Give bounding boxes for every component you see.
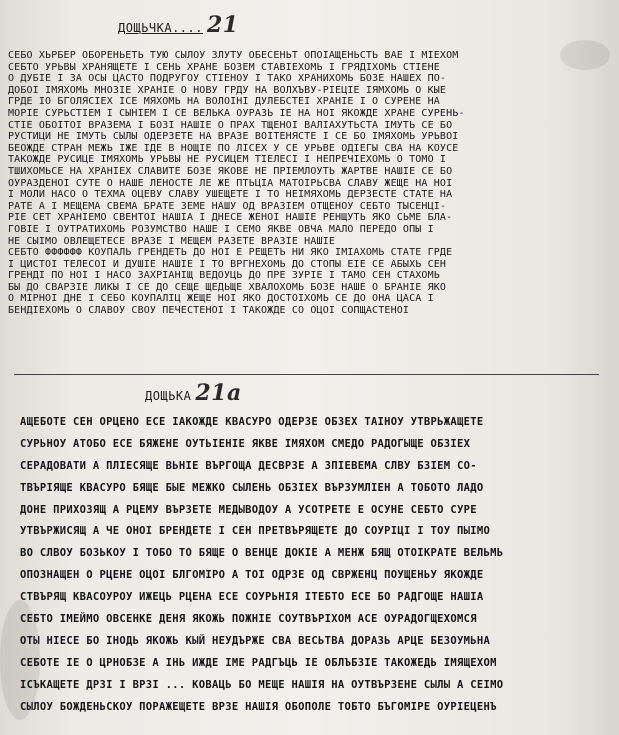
tablet-1-label: ДОЩЬЧКА.... (118, 21, 203, 35)
text-line: ТВЪРІЯЩЕ КВАСУРО БЯЩЕ БЫЕ МЕЖКО СЫЛЕНЬ ОБЗІЕХ ВЪРЗУМЛІЕН А ТОБОТО ЛАДО (20, 481, 484, 494)
text-line: СТВЪРЯЩ КВАСОУРОУ ИЖЕЦЬ РЦЕНА ЕСЕ СОУРЬНІЯ ІТЕБТО ЕСЕ БО РАДГОЩЕ НАШІА (20, 591, 484, 604)
divider-line (14, 374, 599, 375)
text-line: УТВЪРЖИСЯЩ А ЧЕ ОНОІ БРЕНДЕТЕ І СЕН ПРЕТВЪРЯЩЕТЕ ДО СОУРІЦІ І ТОУ ПЫІМО (20, 525, 491, 538)
text-line: НЕ СЫІМО ОВЛЕЩЕТЕСЕ ВРАЗЕ І МЕЩЕМ РАЗЕТЕ ВРАЗІЕ НАШІЕ (8, 235, 336, 247)
text-line: ГРДЕ ІО БГОЛЯСІЕХ ІСЕ МЯХОМЬ НА ВОЛОІНІ ДУЛЕБСТЕІ ХРАНІЕ І О СУРЕНЕ НА (8, 96, 440, 108)
text-line: БЫ ДО СВАРЗІЕ ЛИКЫ І СЕ ДО СЕЩЕ ЩЕДЬЩЕ ХВАЛОХОМЬ БОЗЕ НАШЕ О БРАНІЕ ЯКО (8, 281, 447, 293)
text-line: СЕБТО УРЬВЫ ХРАНЯЩЕТЕ І СЕНЬ ХРАНЕ БОЗЕМ СТАВІЕХОМЬ І ГРЯДІХОМЬ СТІЕНЕ (8, 61, 440, 73)
text-line: СЫЛОУ БОЖДЕНЬСКОУ ПОРАЖЕЩЕТЕ ВРЗЕ НАШІЯ ОБОПОЛЕ ТОБТО БЪГОМІРЕ ОУРІЕЦЕНЪ (20, 700, 497, 713)
text-line: І МОЛИ НАСО О ТЕХМА ОЦЕВУ СЛАВУ УШЕЩЕТЕ І ТО НЕІМЯХОМЬ ДЕРЗЕСТЕ СТАТЕ НА (8, 189, 453, 201)
text-line: СЕБОТЕ ІЕ О ЦРНОБЗЕ А ІНЬ ИЖДЕ ІМЕ РАДГЪЦЬ ІЕ ОБЛЪБЗІЕ ТАКОЖЕДЬ ІМЯЩЕХОМ (20, 656, 497, 669)
text-line: ТШИХОМЬСЕ НА ХРАНІЕХ СЛАВИТЕ БОЗЕ ЯКОВЕ НЕ ПРІЕМЛОУТЬ ЖАРТВЕ НАШІЕ СЕ БО (8, 165, 453, 177)
text-line: ГОВІЕ І ОУТРАТИХОМЬ РОЗУМСТВО НАШЕ І СЕМО ЯКВЕ ОВЧА МАЛО ПЕРЕДО ОПЫ І (8, 223, 434, 235)
text-line: І ЦИСТОІ ТЕЛЕСОІ И ДУШІЕ НАШІЕ І ТО ВРГНЕХОМЬ ДО СТОПЫ ЕІЕ СЕ АБЫХЬ СЕН (8, 258, 447, 270)
text-line: ВО СЛВОУ БОЗЬКОУ І ТОБО ТО БЯЩЕ О ВЕНЦЕ ДОКІЕ А МЕНЖ БЯЩ ОТОІКРАТЕ ВЕЛЬМЬ (20, 547, 504, 560)
text-line: ТАКОЖДЕ РУСИЦЕ ІМЯХОМЬ УРЬВЫ НЕ РУСИЦЕМ ТІЕЛЕСІ І НЕПРЕЧІЕХОМЬ О ТОМО І (8, 154, 447, 166)
text-line: СЕРАДОВАТИ А ПЛІЕСЯЩЕ ВЬНІЕ ВЪРГОЩА ДЕСВРЗЕ А ЗПІЕВЕМА СЛВУ БЗІЕМ СО- (20, 459, 477, 472)
tablet-1-number: 21 (206, 12, 239, 38)
text-line: РУСТИЦИ НЕ ІМУТЬ СЫЛЫ ОДЕРЗЕТЕ НА ВРАЗЕ ВОІТЕНЯСТЕ І СЕ БО ІМЯХОМЬ УРЬВОІ (8, 131, 459, 143)
tablet-2-heading (145, 380, 242, 406)
text-line: ІСЪКАЩЕТЕ ДРЗІ І ВРЗІ ... КОВАЦЬ БО МЕЩЕ НАШІЯ НА ОУТВЪРЗЕНЕ СЫЛЫ А СЕІМО (20, 678, 504, 691)
text-line: БЕОЖДЕ СТРАН МЕЖЬ ІЖЕ ІДЕ В НОЩІЕ ПО ЛІСЕХ У СЕ УРЬВЕ ОДІЕГЫ СВА НА КОУСЕ (8, 142, 459, 154)
text-line: РАТЕ А І МЕЩЕМА СВЕМА БРАТЕ ЗЕМЕ НАШУ ОД ВРАЗІЕМ ОТЩЕНОУ СЕБТО ТЫСЕНЦІ- (8, 200, 447, 212)
tablet-2-label: ДОЩЬКА (145, 389, 192, 403)
text-line: БЕНДІЕХОМЬ О СЛАВОУ СВОУ ПЕЧЕСТЕНОІ І ТАКОЖДЕ СО ОЦОІ СОПЩАСТЕНОІ (8, 305, 410, 317)
text-line: ОУРАЗДЕНОІ СУТЕ О НАШЕ ЛЕНОСТЕ ЛЕ ЖЕ ПТЬЦІА МАТОІРЬСВА СЛАВУ ЖЕЩЕ НА НОІ (8, 177, 453, 189)
tablet-2-text (20, 412, 612, 718)
text-line: СЕБТО ІМЕЙМО ОВСЕНКЕ ДЕНЯ ЯКОЖЬ ПОЖНІЕ СОУТВЪРІХОМ АСЕ ОУРАДОГЩЕХОМСЯ (20, 613, 477, 626)
text-line: СЕБО ХЬРБЕР ОБОРЕНЬЕТЬ ТУЮ СЫЛОУ ЗЛУТУ ОБЕСЕНЬТ ОПОІАЩЕНЬСТЬ ВАЕ І МІЕХОМ (8, 50, 459, 61)
tablet-1-text (8, 50, 608, 317)
tablet-2-number: 21a (195, 380, 242, 406)
text-line: ГРЕНДІ ПО НОІ І НАСО ЗАХРІАНІЩ ВЕДОУЦЬ ДО ПРЕ ЗУРІЕ І ТАМО СЕН СТАХОМЬ (8, 270, 440, 282)
text-line: СЕБТО ФФФФФФ КОУПАЛЬ ГРЕНДЕТЬ ДО НОІ Е РЕЩЕТЬ НИ ЯКО ІМІАХОМЬ СТАТЕ ГРДЕ (8, 247, 453, 259)
text-line: РІЕ СЕТ ХРАНІЕМО СВЕНТОІ НАШІА І ДНЕСЕ ЖЕНОІ НАШІЕ РЕНЩУТЬ ЯКО СЬМЕ БЛА- (8, 212, 453, 224)
text-line: МОРІЕ СУРЬСТІЕМ І СЫНІЕМ І СЕ ВЕЛЬКА ОУРАЗЬ ІЕ НА НОІ ЯКОЖДЕ ХРАНЕ СУРЕНЬ- (8, 107, 465, 119)
text-line: О МІРНОІ ДНЕ І СЕБО КОУПАЛІЦ ЖЕЩЕ НОІ ЯКО ДОСТОІХОМЬ СЕ ДО ОНА ЦАСА І (8, 293, 434, 305)
tablet-1-heading (118, 12, 239, 38)
text-line: О ДУБІЕ І ЗА ОСЫ ЦАСТО ПОДРУГОУ СТІЕНОУ І ТАКО ХРАНИХОМЬ БОЗЕ НАШЕХ ПО- (8, 73, 447, 85)
text-line: ДОНЕ ПРИХОЗЯЩ А РЦЕМУ ВЪРЗЕТЕ МЕДЫВОДОУ А УСОТРЕТЕ Е ОСУНЕ СЕБТО СУРЕ (20, 503, 477, 516)
text-line: СУРЬНОУ АТОБО ЕСЕ БЯЖЕНЕ ОУТЬІЕНІЕ ЯКВЕ ІМЯХОМ СМЕДО РАДОГЫЩЕ ОБЗІЕХ (20, 437, 471, 450)
text-line: ДОБОІ ІМЯХОМЬ МНОЗІЕ ХРАНІЕ О НОВУ ГРДУ НА ВОЛХЪВУ-РІЕЦІЕ ІЯМХОМЬ О КЫЕ (8, 84, 447, 96)
text-line: ОТЫ НІЕСЕ БО ІНОДЬ ЯКОЖЬ КЫЙ НЕУДЪРЖЕ СВА ВЕСЬТВА ДОРАЗЬ АРЦЕ БЕЗОУМЬНА (20, 634, 491, 647)
text-line: СТІЕ ОБОІТОІ ВРАЗЕМА І БОЗІ НАШІЕ О ПРАХ ТЩЕНОІ ВАЛІАХУТЬСТА ІМУТЬ СЕ БО (8, 119, 453, 131)
text-line: ОПОЗНАЩЕН О РЦЕНЕ ОЦОІ БЛГОМІРО А ТОІ ОДРЗЕ ОД СВРЖЕНЦ ПОУЩЕНЬУ ЯКОЖДЕ (20, 569, 484, 582)
text-line: АЩЕБОТЕ СЕН ОРЦЕНО ЕСЕ ІАКОЖДЕ КВАСУРО ОДЕРЗЕ ОБЗЕХ ТАІНОУ УТВРЬЖАЩЕТЕ (20, 416, 484, 428)
